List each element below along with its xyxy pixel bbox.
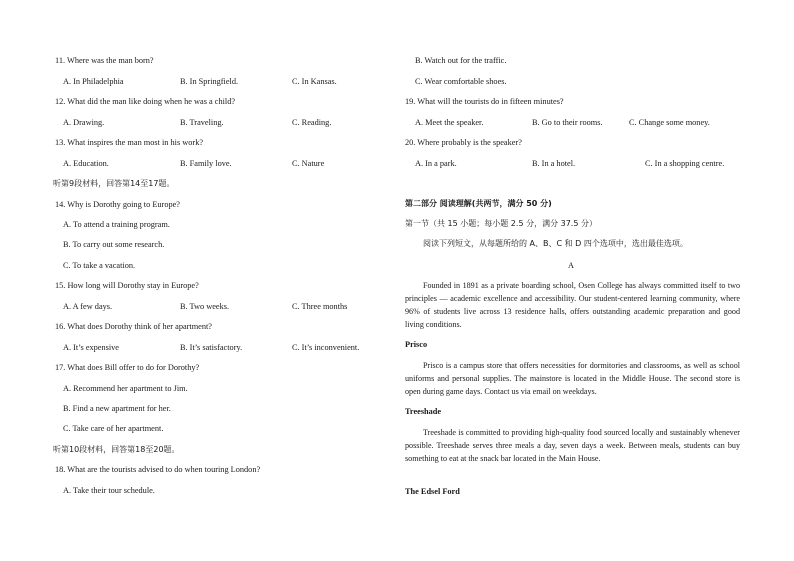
prisco-paragraph: Prisco is a campus store that offers necessities for dormitories and classrooms, as well as school uniforms and personal supplies. The mainstore is located in the Middle House. The second store is open during game days. Contact us via email on weekdays.	[405, 361, 740, 396]
passage-letter: A	[568, 261, 574, 270]
option-19b: B. Go to their rooms.	[532, 118, 603, 127]
option-13c: C. Nature	[292, 159, 325, 168]
option-20b: B. In a hotel.	[532, 159, 576, 168]
question-20: 20. Where probably is the speaker?	[405, 138, 522, 147]
option-11a: A. In Philadelphia	[63, 77, 124, 86]
option-15c: C. Three months	[292, 302, 348, 311]
question-13: 13. What inspires the man most in his work?	[55, 138, 204, 147]
part-2-heading: 第二部分 阅读理解(共两节，满分 50 分)	[405, 199, 552, 208]
option-19a: A. Meet the speaker.	[415, 118, 484, 127]
option-11b: B. In Springfield.	[180, 77, 239, 86]
intro-paragraph: Founded in 1891 as a private boarding school, Osen College has always committed itself to two principles — academic excellence and accessibility. Our student-centered learning community, where 96% of students live across 13 residence halls, offers outstanding academic preparation and good living conditions.	[405, 281, 740, 329]
option-17c: C. Take care of her apartment.	[63, 424, 164, 433]
section-1-heading: 第一节（共 15 小题；每小题 2.5 分，满分 37.5 分）	[405, 219, 597, 228]
question-18: 18. What are the tourists advised to do when touring London?	[55, 465, 261, 474]
option-12a: A. Drawing.	[63, 118, 105, 127]
reading-instruction: 阅读下列短文，从每题所给的 A、B、C 和 D 四个选项中，选出最佳选项。	[423, 239, 688, 248]
option-15b: B. Two weeks.	[180, 302, 230, 311]
option-14a: A. To attend a training program.	[63, 220, 170, 229]
option-20a: A. In a park.	[415, 159, 457, 168]
option-17b: B. Find a new apartment for her.	[63, 404, 171, 413]
option-13a: A. Education.	[63, 159, 109, 168]
option-14b: B. To carry out some research.	[63, 240, 165, 249]
option-18c: C. Wear comfortable shoes.	[415, 77, 507, 86]
edsel-ford-heading: The Edsel Ford	[405, 487, 460, 496]
option-12c: C. Reading.	[292, 118, 332, 127]
option-12b: B. Traveling.	[180, 118, 224, 127]
prisco-heading: Prisco	[405, 340, 428, 349]
option-11c: C. In Kansas.	[292, 77, 337, 86]
treeshade-heading: Treeshade	[405, 407, 442, 416]
option-20c: C. In a shopping centre.	[645, 159, 725, 168]
treeshade-paragraph: Treeshade is committed to providing high-quality food sourced locally and sustainably whenever possible. Treeshade serves three meals a day, seven days a week. Between meals, students can buy something to eat at the snack bar located in the Main House.	[405, 428, 740, 463]
option-16c: C. It’s inconvenient.	[292, 343, 360, 352]
option-18a: A. Take their tour schedule.	[63, 486, 155, 495]
question-16: 16. What does Dorothy think of her apartment?	[55, 322, 212, 331]
option-18b: B. Watch out for the traffic.	[415, 56, 507, 65]
question-11: 11. Where was the man born?	[55, 56, 154, 65]
question-19: 19. What will the tourists do in fifteen minutes?	[405, 97, 564, 106]
option-16b: B. It’s satisfactory.	[180, 343, 243, 352]
question-15: 15. How long will Dorothy stay in Europe?	[55, 281, 199, 290]
question-12: 12. What did the man like doing when he was a child?	[55, 97, 236, 106]
option-13b: B. Family love.	[180, 159, 232, 168]
question-14: 14. Why is Dorothy going to Europe?	[55, 200, 180, 209]
passage-10-instruction: 听第10段材料，回答第18至20题。	[53, 445, 180, 454]
option-15a: A. A few days.	[63, 302, 113, 311]
option-16a: A. It’s expensive	[63, 343, 119, 352]
option-19c: C. Change some money.	[629, 118, 710, 127]
option-17a: A. Recommend her apartment to Jim.	[63, 384, 188, 393]
question-17: 17. What does Bill offer to do for Dorothy?	[55, 363, 200, 372]
option-14c: C. To take a vacation.	[63, 261, 136, 270]
passage-9-instruction: 听第9段材料，回答第14至17题。	[53, 179, 175, 188]
